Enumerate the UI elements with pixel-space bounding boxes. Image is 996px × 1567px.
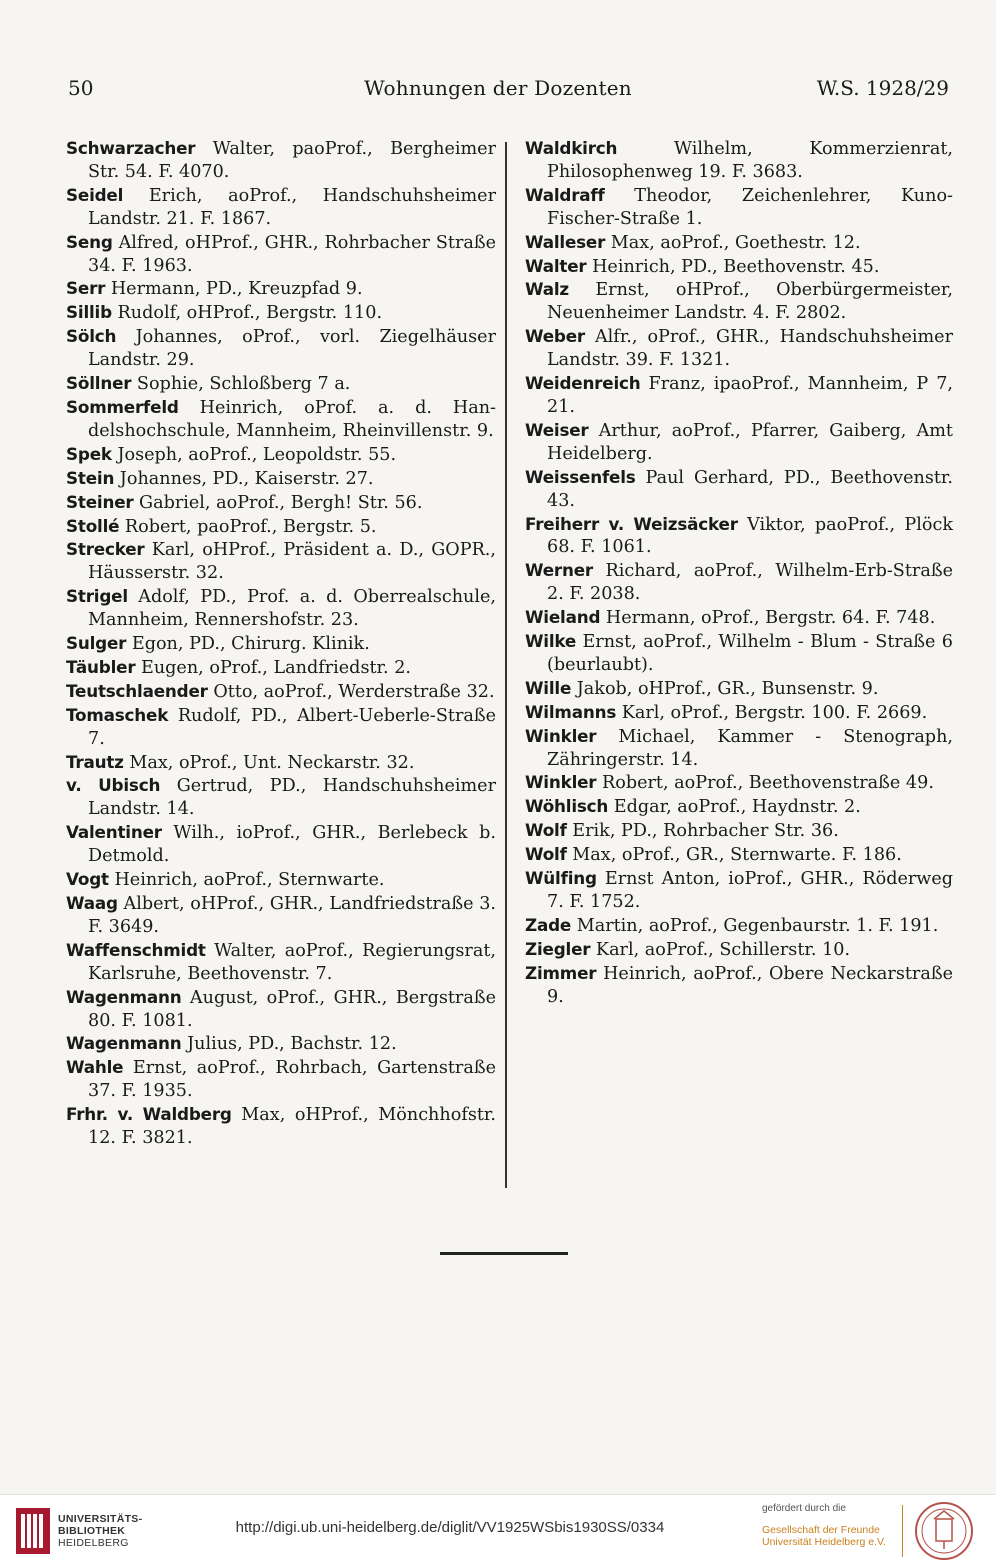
directory-entry [525,466,953,513]
directory-entry [66,491,496,515]
entry-details: Alfr., oProf., GHR., Handschuhsheimer Landstr. 39. F. 1321. [547,327,953,371]
directory-entry [66,868,496,892]
entry-surname: Frhr. v. Waldberg [66,1104,232,1125]
sponsor-label: gefördert durch die [762,1503,846,1514]
entry-surname: Wilmanns [525,701,617,722]
directory-entry [66,680,496,704]
entry-surname: Winkler [525,725,597,746]
directory-entry [66,443,496,467]
library-name-line2: BIBLIOTHEK [58,1525,126,1537]
entry-details: Michael, Kammer - Stenograph, Zähringerstr. 14. [547,726,953,770]
entry-surname: Weiser [525,419,589,440]
library-name-line3: HEIDELBERG [58,1537,129,1549]
entry-surname: Weber [525,326,585,347]
entry-surname: Sommerfeld [66,396,179,417]
permalink-url[interactable]: http://digi.ub.uni-heidelberg.de/diglit/VV1925WSbis1930SS/0334 [235,1519,665,1536]
directory-entry [66,751,496,775]
directory-entry [525,843,953,867]
directory-entry [525,137,953,184]
entry-details: Rudolf, oHProf., Bergstr. 110. [117,303,383,324]
directory-entry [66,821,496,868]
entry-surname: Vogt [66,869,109,890]
directory-entry [525,677,953,701]
directory-entry [66,231,496,278]
directory-entry [66,538,496,585]
entry-surname: Freiherr v. Weizsäcker [525,513,738,534]
entry-details: Max, oHProf., Mönchhofstr. 12. F. 3821. [88,1105,496,1149]
entry-details: Gertrud, PD., Handschuhsheimer Landstr. 14. [88,776,497,820]
entry-details: Heinrich, aoProf., Sternwarte. [114,870,385,891]
directory-entry [525,795,953,819]
entry-surname: Wille [525,677,572,698]
sponsor-name-line1: Gesellschaft der Freunde [762,1524,880,1536]
entry-details: Wilhelm, Kommerzienrat, Philosophenweg 19. F. 3683. [547,139,953,182]
entry-details: Jakob, oHProf., GR., Bunsenstr. 9. [576,678,879,699]
entry-details: Arthur, aoProf., Pfarrer, Gaiberg, Amt Heidelberg. [547,420,954,464]
entry-details: Max, oProf., Unt. Neckarstr. 32. [129,752,415,773]
entry-surname: Stein [66,467,115,488]
entry-details: Julius, PD., Bachstr. 12. [187,1034,397,1055]
entry-details: Hermann, PD., Kreuzpfad 9. [110,279,363,300]
entry-details: Walter, paoProf., Bergheimer Str. 54. F. 4070. [88,139,496,182]
directory-entry [66,184,496,231]
entry-surname: Walleser [525,231,606,252]
directory-entry [525,419,953,466]
entry-surname: Weidenreich [525,373,641,394]
directory-entry [525,867,953,914]
entry-surname: Wagenmann [66,986,182,1007]
entry-details: Heinrich, oProf. a. d. Handelshochschule, Mannheim, Rheinvillenstr. 9. [88,397,496,441]
viewer-footer [0,1494,996,1567]
entry-surname: Trautz [66,751,124,772]
entry-surname: Walter [525,255,587,276]
entry-surname: Weissenfels [525,466,636,487]
directory-entry [66,1103,496,1150]
directory-entry [525,938,953,962]
entry-details: Karl, oProf., Bergstr. 100. F. 2669. [621,702,928,723]
directory-entry [525,184,953,231]
entry-surname: Seidel [66,184,124,205]
directory-entry [525,255,953,279]
entry-details: Erich, aoProf., Handschuhsheimer Landstr. 21. F. 1867. [88,185,496,229]
entry-surname: Wolf [525,844,567,865]
entry-details: Johannes, PD., Kaiserstr. 27. [119,468,374,489]
running-title: Wohnungen der Dozenten [364,76,632,100]
directory-entry [66,656,496,680]
entry-surname: Zimmer [525,962,597,983]
entry-details: Ernst, oHProf., Oberbürgermeister, Neuenheimer Landstr. 4. F. 2802. [547,280,953,324]
page-number: 50 [68,76,94,100]
entry-surname: Wagenmann [66,1033,182,1054]
directory-entry [525,278,953,325]
entry-surname: Söllner [66,373,132,394]
entry-surname: Strecker [66,539,145,560]
entry-surname: Sillib [66,302,112,323]
footer-separator [902,1505,903,1557]
entry-details: Max, aoProf., Goethestr. 12. [610,232,861,253]
entry-surname: Sölch [66,326,117,347]
directory-entry [66,467,496,491]
sponsor-name-line2: Universität Heidelberg e.V. [762,1536,886,1548]
end-rule [440,1252,568,1255]
directory-entry [66,1056,496,1103]
entry-details: Egon, PD., Chirurg. Klinik. [131,634,370,655]
entry-surname: Ziegler [525,938,591,959]
entry-details: Robert, aoProf., Beethovenstraße 49. [601,773,934,794]
entry-details: Johannes, oProf., vorl. Ziegelhäuser Landstr. 29. [88,327,497,371]
entry-details: Franz, ipaoProf., Mannheim, P 7, 21. [547,374,953,417]
library-logo-icon [16,1508,50,1554]
directory-entry [66,301,496,325]
column-divider [505,142,507,1188]
entry-surname: Schwarzacher [66,138,196,158]
entry-details: Ernst, aoProf., Wilhelm - Blum - Straße 6 (beurlaubt). [547,632,953,675]
directory-entry [525,725,953,772]
entry-surname: Waldraff [525,184,605,205]
entry-details: Erik, PD., Rohrbacher Str. 36. [572,821,839,842]
entry-surname: Valentiner [66,822,162,843]
entry-details: Eugen, oProf., Landfriedstr. 2. [141,657,411,678]
semester-label: W.S. 1928/29 [816,76,949,100]
entry-details: Walter, aoProf., Regierungsrat, Karlsruhe, Beethovenstr. 7. [88,940,496,984]
university-seal-icon [914,1501,974,1561]
entry-details: Ernst, aoProf., Rohrbach, Gartenstraße 37. F. 1935. [88,1058,496,1102]
directory-entry [525,701,953,725]
directory-entry [525,771,953,795]
entry-surname: Wieland [525,607,601,628]
entry-details: Joseph, aoProf., Leopoldstr. 55. [117,444,397,465]
entry-surname: Wilke [525,631,577,652]
entry-surname: Wahle [66,1057,124,1078]
directory-entry [66,515,496,539]
entry-details: Ernst Anton, ioProf., GHR., Röderweg 7. F. 1752. [547,869,954,912]
entry-surname: Wolf [525,820,567,841]
directory-entry [525,962,953,1009]
entry-details: Karl, aoProf., Schillerstr. 10. [595,939,851,960]
directory-entry [66,137,496,184]
entry-details: Viktor, paoProf., Plöck 68. F. 1061. [547,514,953,558]
entry-surname: v. Ubisch [66,775,161,796]
entry-surname: Waffenschmidt [66,939,206,960]
left-column [66,137,496,1150]
entry-details: Heinrich, PD., Beethovenstr. 45. [592,256,880,277]
directory-entry [66,986,496,1033]
directory-entry [66,372,496,396]
entry-details: Rudolf, PD., Albert-Ueberle-Straße 7. [88,705,497,749]
entry-details: Paul Gerhard, PD., Beethovenstr. 43. [547,467,953,511]
entry-surname: Strigel [66,586,128,607]
directory-entry [66,325,496,372]
entry-surname: Spek [66,443,112,464]
entry-details: Gabriel, aoProf., Bergh! Str. 56. [139,492,423,513]
entry-details: August, oProf., GHR., Bergstraße 80. F. 1081. [88,987,496,1031]
directory-entry [525,372,953,419]
entry-details: Edgar, aoProf., Haydnstr. 2. [613,797,861,818]
entry-surname: Sulger [66,633,127,654]
directory-entry [66,396,496,443]
directory-entry [525,559,953,606]
directory-entry [66,704,496,751]
sponsor-block [762,1503,892,1548]
entry-details: Karl, oHProf., Präsident a. D., GOPR., Häusserstr. 32. [88,540,496,584]
entry-details: Hermann, oProf., Bergstr. 64. F. 748. [605,608,936,629]
entry-surname: Steiner [66,491,134,512]
directory-entry [66,632,496,656]
library-name-line1: UNIVERSITÄTS- [58,1513,143,1525]
entry-surname: Tomaschek [66,704,169,725]
entry-surname: Teutschlaender [66,680,208,701]
entry-surname: Seng [66,231,113,252]
directory-entry [525,231,953,255]
entry-surname: Walz [525,279,569,300]
entry-details: Wilh., ioProf., GHR., Berlebeck b. Detmold. [88,823,496,867]
entry-details: Otto, aoProf., Werderstraße 32. [213,681,495,702]
entry-details: Martin, aoProf., Gegenbaurstr. 1. F. 191. [576,915,939,936]
entry-details: Robert, paoProf., Bergstr. 5. [124,516,377,537]
entry-details: Albert, oHProf., GHR., Landfriedstraße 3. F. 3649. [88,894,496,937]
entry-surname: Zade [525,914,572,935]
entry-surname: Waldkirch [525,138,618,158]
directory-entry [66,277,496,301]
directory-entry [525,914,953,938]
right-column [525,137,953,1009]
directory-entry [525,630,953,677]
directory-entry [525,819,953,843]
entry-details: Richard, aoProf., Wilhelm-Erb-Straße 2. F. 2038. [547,561,953,605]
directory-entry [66,939,496,986]
entry-surname: Serr [66,278,106,299]
entry-surname: Waag [66,893,118,913]
directory-entry [66,1032,496,1056]
entry-surname: Werner [525,560,593,581]
directory-entry [525,606,953,630]
entry-surname: Täubler [66,656,136,677]
entry-surname: Stollé [66,515,120,536]
entry-surname: Winkler [525,772,597,793]
directory-entry [66,774,496,821]
directory-entry [66,585,496,632]
entry-details: Max, oProf., GR., Sternwarte. F. 186. [572,845,902,866]
directory-entry [525,325,953,372]
entry-details: Sophie, Schloßberg 7 a. [136,374,351,395]
entry-details: Adolf, PD., Prof. a. d. Oberrealschule, Mannheim, Rennershofstr. 23. [88,587,496,631]
entry-surname: Wülfing [525,868,597,889]
directory-entry [525,513,953,560]
directory-entry [66,892,496,939]
entry-details: Heinrich, aoProf., Obere Neckarstraße 9. [547,963,953,1007]
entry-details: Theodor, Zeichenlehrer, Kuno-Fischer-Straße 1. [547,185,954,229]
entry-details: Alfred, oHProf., GHR., Rohrbacher Straße 34. F. 1963. [88,232,497,276]
library-name [58,1513,142,1549]
entry-surname: Wöhlisch [525,796,609,817]
